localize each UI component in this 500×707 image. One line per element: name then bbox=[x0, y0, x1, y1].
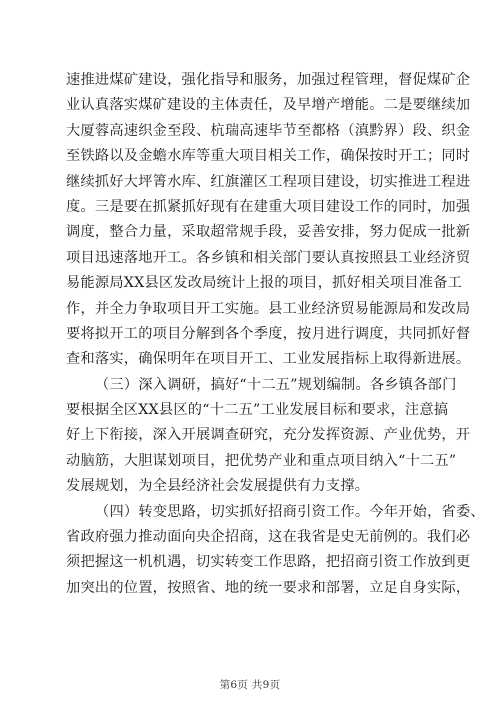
text-line: 业认真落实煤矿建设的主体责任，及早增产增能。二是要继续加 bbox=[66, 97, 471, 114]
text-line: 项目迅速落地开工。各乡镇和相关部门要认真按照县工业经济贸 bbox=[66, 249, 471, 266]
text-line: 省政府强力推动面向央企招商，这在我省是史无前例的。我们必 bbox=[66, 529, 471, 546]
document-body bbox=[66, 68, 485, 601]
text-line: 须把握这一机机遇，切实转变工作思路，把招商引资工作放到更 bbox=[66, 554, 471, 571]
text-line: 要根据全区XX县区的“十二五”工业发展目标和要求，注意搞 bbox=[66, 402, 449, 419]
text-line: 发展规划，为全县经济社会发展提供有力支撑。 bbox=[66, 478, 370, 495]
section-heading-line: （三）深入调研，搞好“十二五”规划编制。各乡镇各部门 bbox=[95, 376, 457, 393]
text-line: 至铁路以及金蟾水库等重大项目相关工作，确保按时开工；同时 bbox=[66, 148, 471, 165]
text-line: 要将拟开工的项目分解到各个季度，按月进行调度，共同抓好督 bbox=[66, 325, 471, 342]
text-line: 加突出的位置，按照省、地的统一要求和部署，立足自身实际， bbox=[66, 579, 471, 596]
text-line: 作，并全力争取项目开工实施。县工业经济贸易能源局和发改局 bbox=[66, 300, 471, 317]
text-line: 查和落实，确保明年在项目开工、工业发展指标上取得新进展。 bbox=[66, 351, 471, 368]
text-line: 动脑筋，大胆谋划项目，把优势产业和重点项目纳入“十二五” bbox=[66, 452, 457, 469]
section-heading-line: （四）转变思路，切实抓好招商引资工作。今年开始，省委、 bbox=[95, 503, 485, 520]
text-line: 易能源局XX县区发改局统计上报的项目，抓好相关项目准备工 bbox=[66, 275, 463, 292]
text-line: 度。三是要在抓紧抓好现有在建重大项目建设工作的同时，加强 bbox=[66, 198, 471, 215]
text-line: 好上下衔接，深入开展调查研究，充分发挥资源、产业优势，开 bbox=[66, 427, 471, 444]
page-number-footer: 第6页 共9页 bbox=[219, 679, 281, 691]
text-line: 继续抓好大坪箐水库、红旗灌区工程项目建设，切实推进工程进 bbox=[66, 173, 471, 190]
text-line: 调度，整合力量，采取超常规手段，妥善安排，努力促成一批新 bbox=[66, 224, 471, 241]
text-line: 速推进煤矿建设，强化指导和服务，加强过程管理，督促煤矿企 bbox=[66, 72, 471, 88]
text-line: 大厦蓉高速织金至段、杭瑞高速毕节至都格（滇黔界）段、织金 bbox=[66, 122, 471, 139]
